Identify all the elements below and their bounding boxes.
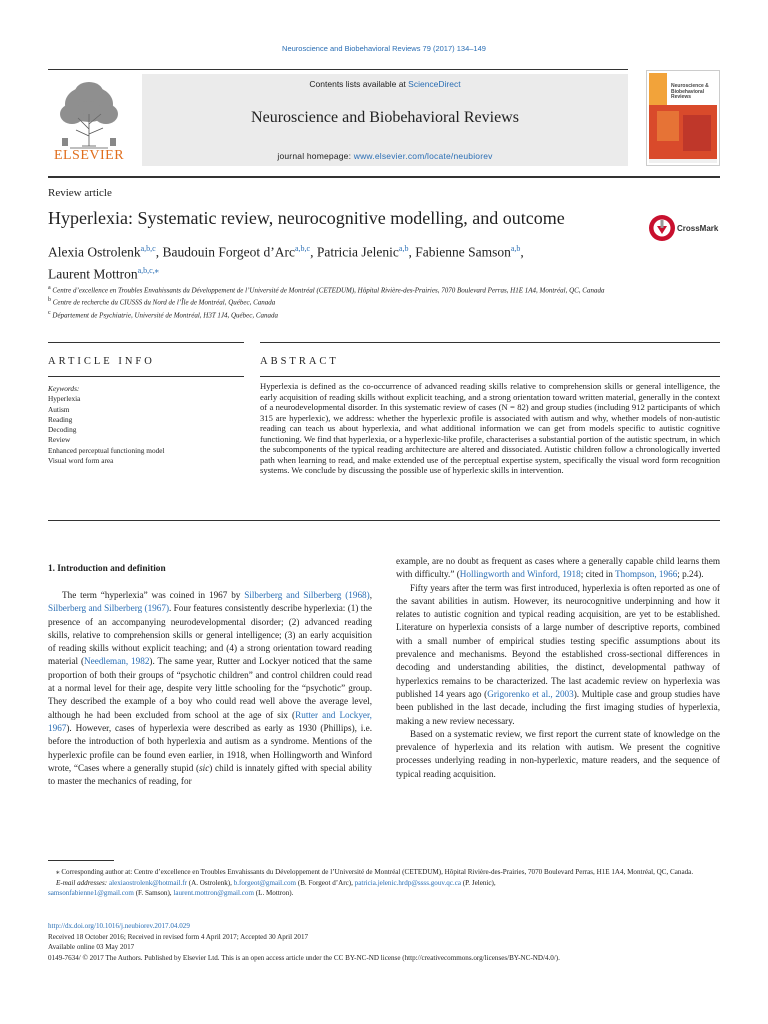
article-type: Review article — [48, 187, 112, 199]
keyword-item: Review — [48, 435, 71, 445]
abstract-subrule — [260, 376, 720, 377]
email-owner: (F. Samson), — [133, 889, 174, 897]
doi-link[interactable]: http://dx.doi.org/10.1016/j.neubiorev.2017.04.029 — [48, 922, 190, 930]
affiliation-text: Département de Psychiatrie, Université de Montréal, H3T 1J4, Québec, Canada — [52, 310, 278, 319]
contents-prefix: Contents lists available at — [309, 79, 409, 89]
body-column-right — [396, 555, 720, 781]
author-affiliation-sup[interactable]: a,b — [510, 244, 521, 253]
homepage-prefix: journal homepage: — [277, 151, 354, 161]
publication-info — [48, 921, 728, 963]
author-name[interactable]: Baudouin Forgeot d’Arc — [162, 244, 295, 260]
corresponding-author-note: ⁎ Corresponding author at: Centre d’excellence en Troubles Envahissants du Développement de l’Université de Montréal (CETEDUM), Hôpital Rivière-des-Prairies, 7070 Boulevard Perras, H1E 1A4, Montréal, QC, Canada. — [56, 868, 694, 876]
body-text-italic: sic — [199, 762, 210, 773]
article-info-heading: ARTICLE INFO — [48, 356, 155, 367]
email-owner: (A. Ostrolenk), — [187, 878, 234, 887]
author-name[interactable]: Laurent Mottron — [48, 266, 138, 281]
homepage-line — [142, 151, 628, 161]
author-affiliation-sup[interactable]: a,b,c,⁎ — [137, 265, 159, 275]
email-link[interactable]: patricia.jelenic.hrdp@ssss.gouv.qc.ca — [354, 878, 461, 887]
affiliation-text: Centre d’excellence en Troubles Envahissants du Développement de l’Université de Montréal (CETEDUM), Hôpital Rivière-des-Prairies, 7070 Boulevard Perras, H1E 1A4, Montréal, QC, Canada — [52, 286, 605, 295]
reference-link[interactable]: Rutter and Lockyer, 1967 — [48, 709, 372, 733]
reference-link[interactable]: Grigorenko et al., 2003 — [487, 688, 574, 699]
keywords-label: Keywords: — [48, 384, 80, 393]
keyword-item: Hyperlexia — [48, 394, 81, 404]
author-name[interactable]: Patricia Jelenic — [316, 244, 399, 260]
email-owner: (P. Jelenic), — [461, 878, 496, 887]
body-paragraph — [48, 589, 372, 788]
keyword-item: Reading — [48, 414, 73, 424]
email-label: E-mail addresses: — [56, 878, 108, 887]
reference-link[interactable]: Silberberg and Silberberg (1967) — [48, 603, 170, 614]
affiliations — [48, 283, 668, 320]
body-text: ) child is innately gifted with special ability to master the mechanics of reading, for — [48, 762, 373, 787]
author-name[interactable]: Fabienne Samson — [415, 244, 511, 260]
body-text: Fifty years after the term was first introduced, hyperlexia is often reported as one of the savant abilities in autism. However, its neurocognitive underpinning and how it relates to autistic cognition and typical reading acquisition, are yet to be established. Literature on hyperlexia consists of a large number of descriptive reports, combined with a small number of empirical studies testing specific assumptions about its prevalence and mechanisms. Beyond the established cross-sectional differences in decoding and understanding abilities, the distinct, developmental pathway of hyperlexics remains to be characterized. The last academic review on hyperlexia was published 14 years ago ( — [396, 582, 720, 699]
crossmark-label[interactable]: CrossMark — [677, 224, 719, 233]
affiliation-item — [48, 283, 668, 295]
article-title: Hyperlexia: Systematic review, neurocognitive modelling, and outcome — [48, 208, 565, 228]
body-paragraph — [396, 555, 720, 582]
affiliation-item — [48, 308, 668, 320]
journal-citation[interactable]: Neuroscience and Biobehavioral Reviews 79 (2017) 134–149 — [282, 44, 486, 53]
email-link[interactable]: b.forgeot@gmail.com — [233, 878, 297, 887]
reference-link[interactable]: Silberberg and Silberberg (1968) — [244, 590, 370, 600]
abstract-text: Hyperlexia is defined as the co-occurrence of advanced reading skills relative to comprehension skills or general intelligence, the early acquisition of reading skills without explicit teaching, and a strong orientation toward written material, generally in the context of a neurodevelopmental disorder. In this systematic review of cases (N = 82) and group studies (including 912 participants of which 315 are hyperlexic), we address: whether the hyperlexic profile is associated with autism and why, whether models of non-autistic reading can teach us about hyperlexia, and what additional information we can get from models specific to autistic cognitive functioning. We find that hyperlexia, or a hyperlexic-like profile, characterises a substantial portion of the autistic spectrum, in which the subcomponents of the typical reading architecture are altered and dissociated. Autistic children follow a chronologically inverted path when learning to read, and make extended use of the perceptual expertise system, specifically the visual word form recognition systems. We conclude by discussing the possible use of hyperlexic skills in intervention. — [260, 381, 720, 475]
keyword-item: Visual word form area — [48, 456, 114, 466]
email-link[interactable]: samsonfabienne1@gmail.com — [48, 889, 134, 897]
body-text: ; cited in — [580, 569, 616, 580]
reference-link[interactable]: Hollingworth and Winford, 1918 — [459, 569, 581, 580]
footnote-rule — [48, 860, 114, 861]
journal-cover-thumbnail[interactable] — [646, 70, 720, 166]
affiliation-text: Centre de recherche du CIUSSS du Nord de l’Île de Montréal, Québec, Canada — [52, 298, 276, 307]
journal-title: Neuroscience and Biobehavioral Reviews — [251, 109, 519, 126]
received-dates: Received 18 October 2016; Received in revised form 4 April 2017; Accepted 30 April 2017 — [48, 932, 309, 941]
affiliation-sup: b — [48, 297, 51, 304]
keyword-item: Decoding — [48, 425, 77, 435]
body-text: ). The same year, Rutter and Lockyer noticed that the same proportion of both their groups of “psychotic children” and control children could read at a normal level for their age, despite very little schooling for the “psychotic” group. They described the example of a boy who could read well above the average level, although he had been excluded from school at the age of six ( — [48, 656, 372, 720]
abstract-rule — [260, 342, 720, 343]
abstract-heading: ABSTRACT — [260, 356, 339, 367]
body-text: ). Multiple case and group studies have been published in the last decade, including the first imaging studies of hyperlexia, making a new review necessary. — [396, 688, 721, 726]
body-text: The term “hyperlexia” was coined in 1967 by — [62, 590, 245, 600]
contents-line — [142, 79, 628, 89]
section-heading: 1. Introduction and definition — [48, 564, 166, 574]
body-text: ; p.24). — [677, 569, 704, 580]
body-text: example, are no doubt as frequent as cases where a generally capable child learns them with difficulty.” ( — [396, 556, 720, 580]
elsevier-wordmark: ELSEVIER — [53, 148, 125, 163]
reference-link[interactable]: Needleman, 1982 — [84, 656, 150, 667]
cover-title: Neuroscience & Biobehavioral Reviews — [671, 83, 709, 100]
email-link[interactable]: alexiaostrolenk@hotmail.fr — [108, 878, 187, 887]
keyword-item: Enhanced perceptual functioning model — [48, 445, 165, 455]
body-paragraph — [396, 582, 720, 728]
author-affiliation-sup[interactable]: a,b,c — [294, 244, 311, 253]
author-affiliation-sup[interactable]: a,b — [398, 244, 409, 253]
keyword-item: Autism — [48, 404, 70, 414]
author-affiliation-sup[interactable]: a,b,c — [140, 244, 156, 253]
keywords-list — [48, 384, 244, 466]
body-text: , — [369, 590, 372, 600]
email-link[interactable]: laurent.mottron@gmail.com — [173, 889, 254, 897]
body-text: ). However, cases of hyperlexia were described as early as 1930 (Phillips), i.e. before the introduction of both hyperlexia and autism as a syndrome. Mentions of the hyperlexic profile can be found even earlier, in 1918, when Hollingworth and Winford wrote, “Cases where a generally stupid ( — [48, 722, 372, 773]
available-online: Available online 03 May 2017 — [48, 943, 135, 952]
sciencedirect-link[interactable]: ScienceDirect — [408, 79, 461, 89]
abstract-bottom-rule — [48, 520, 720, 521]
affiliation-item — [48, 295, 668, 307]
body-text: . Four features consistently describe hyperlexia: (1) the presence of an accompanying neurodevelopmental disorder; (2) advanced reading skills, relative to comprehension skills or general intelligence; (3) an early acquisition of reading skills without explicit teaching; and (4) a strong orientation toward reading material ( — [48, 603, 372, 667]
masthead-rule-top — [48, 69, 628, 70]
footnotes — [48, 867, 720, 899]
affiliation-sup: c — [48, 309, 51, 316]
article-info-subrule — [48, 376, 244, 377]
author-name[interactable]: Alexia Ostrolenk — [48, 244, 141, 260]
email-owner: (L. Mottron). — [253, 889, 294, 897]
masthead-rule-bottom — [48, 176, 720, 178]
affiliation-sup: a — [48, 285, 51, 291]
author-list: Alexia Ostrolenk$^{a,b,c}$, Baudouin Forgeot d’Arc$^{a,b,c}$, Patricia Jelenic$^{a,b}$, Fabienne Samson$^{a,b}$, Laurent Mottron$^{a,b,c,⁎}$ — [48, 244, 524, 281]
email-owner: (B. Forgeot d’Arc), — [296, 878, 355, 887]
homepage-link[interactable]: www.elsevier.com/locate/neubiorev — [353, 151, 493, 161]
license-line: 0149-7634/ © 2017 The Authors. Published by Elsevier Ltd. This is an open access article under the CC BY-NC-ND license (http://creativecommons.org/licenses/BY-NC-ND/4.0/). — [48, 953, 560, 962]
article-info-rule — [48, 342, 244, 343]
body-column-left — [48, 589, 372, 788]
reference-link[interactable]: Thompson, 1966 — [615, 569, 678, 580]
body-paragraph: Based on a systematic review, we first report the current state of knowledge on the prevalence of hyperlexia and its relation with autism. We present the cognitive processes underlying reading in non-hyperlexic, mature readers, and the sequence of typical reading acquisition. — [396, 728, 720, 779]
email-addresses — [48, 878, 720, 899]
